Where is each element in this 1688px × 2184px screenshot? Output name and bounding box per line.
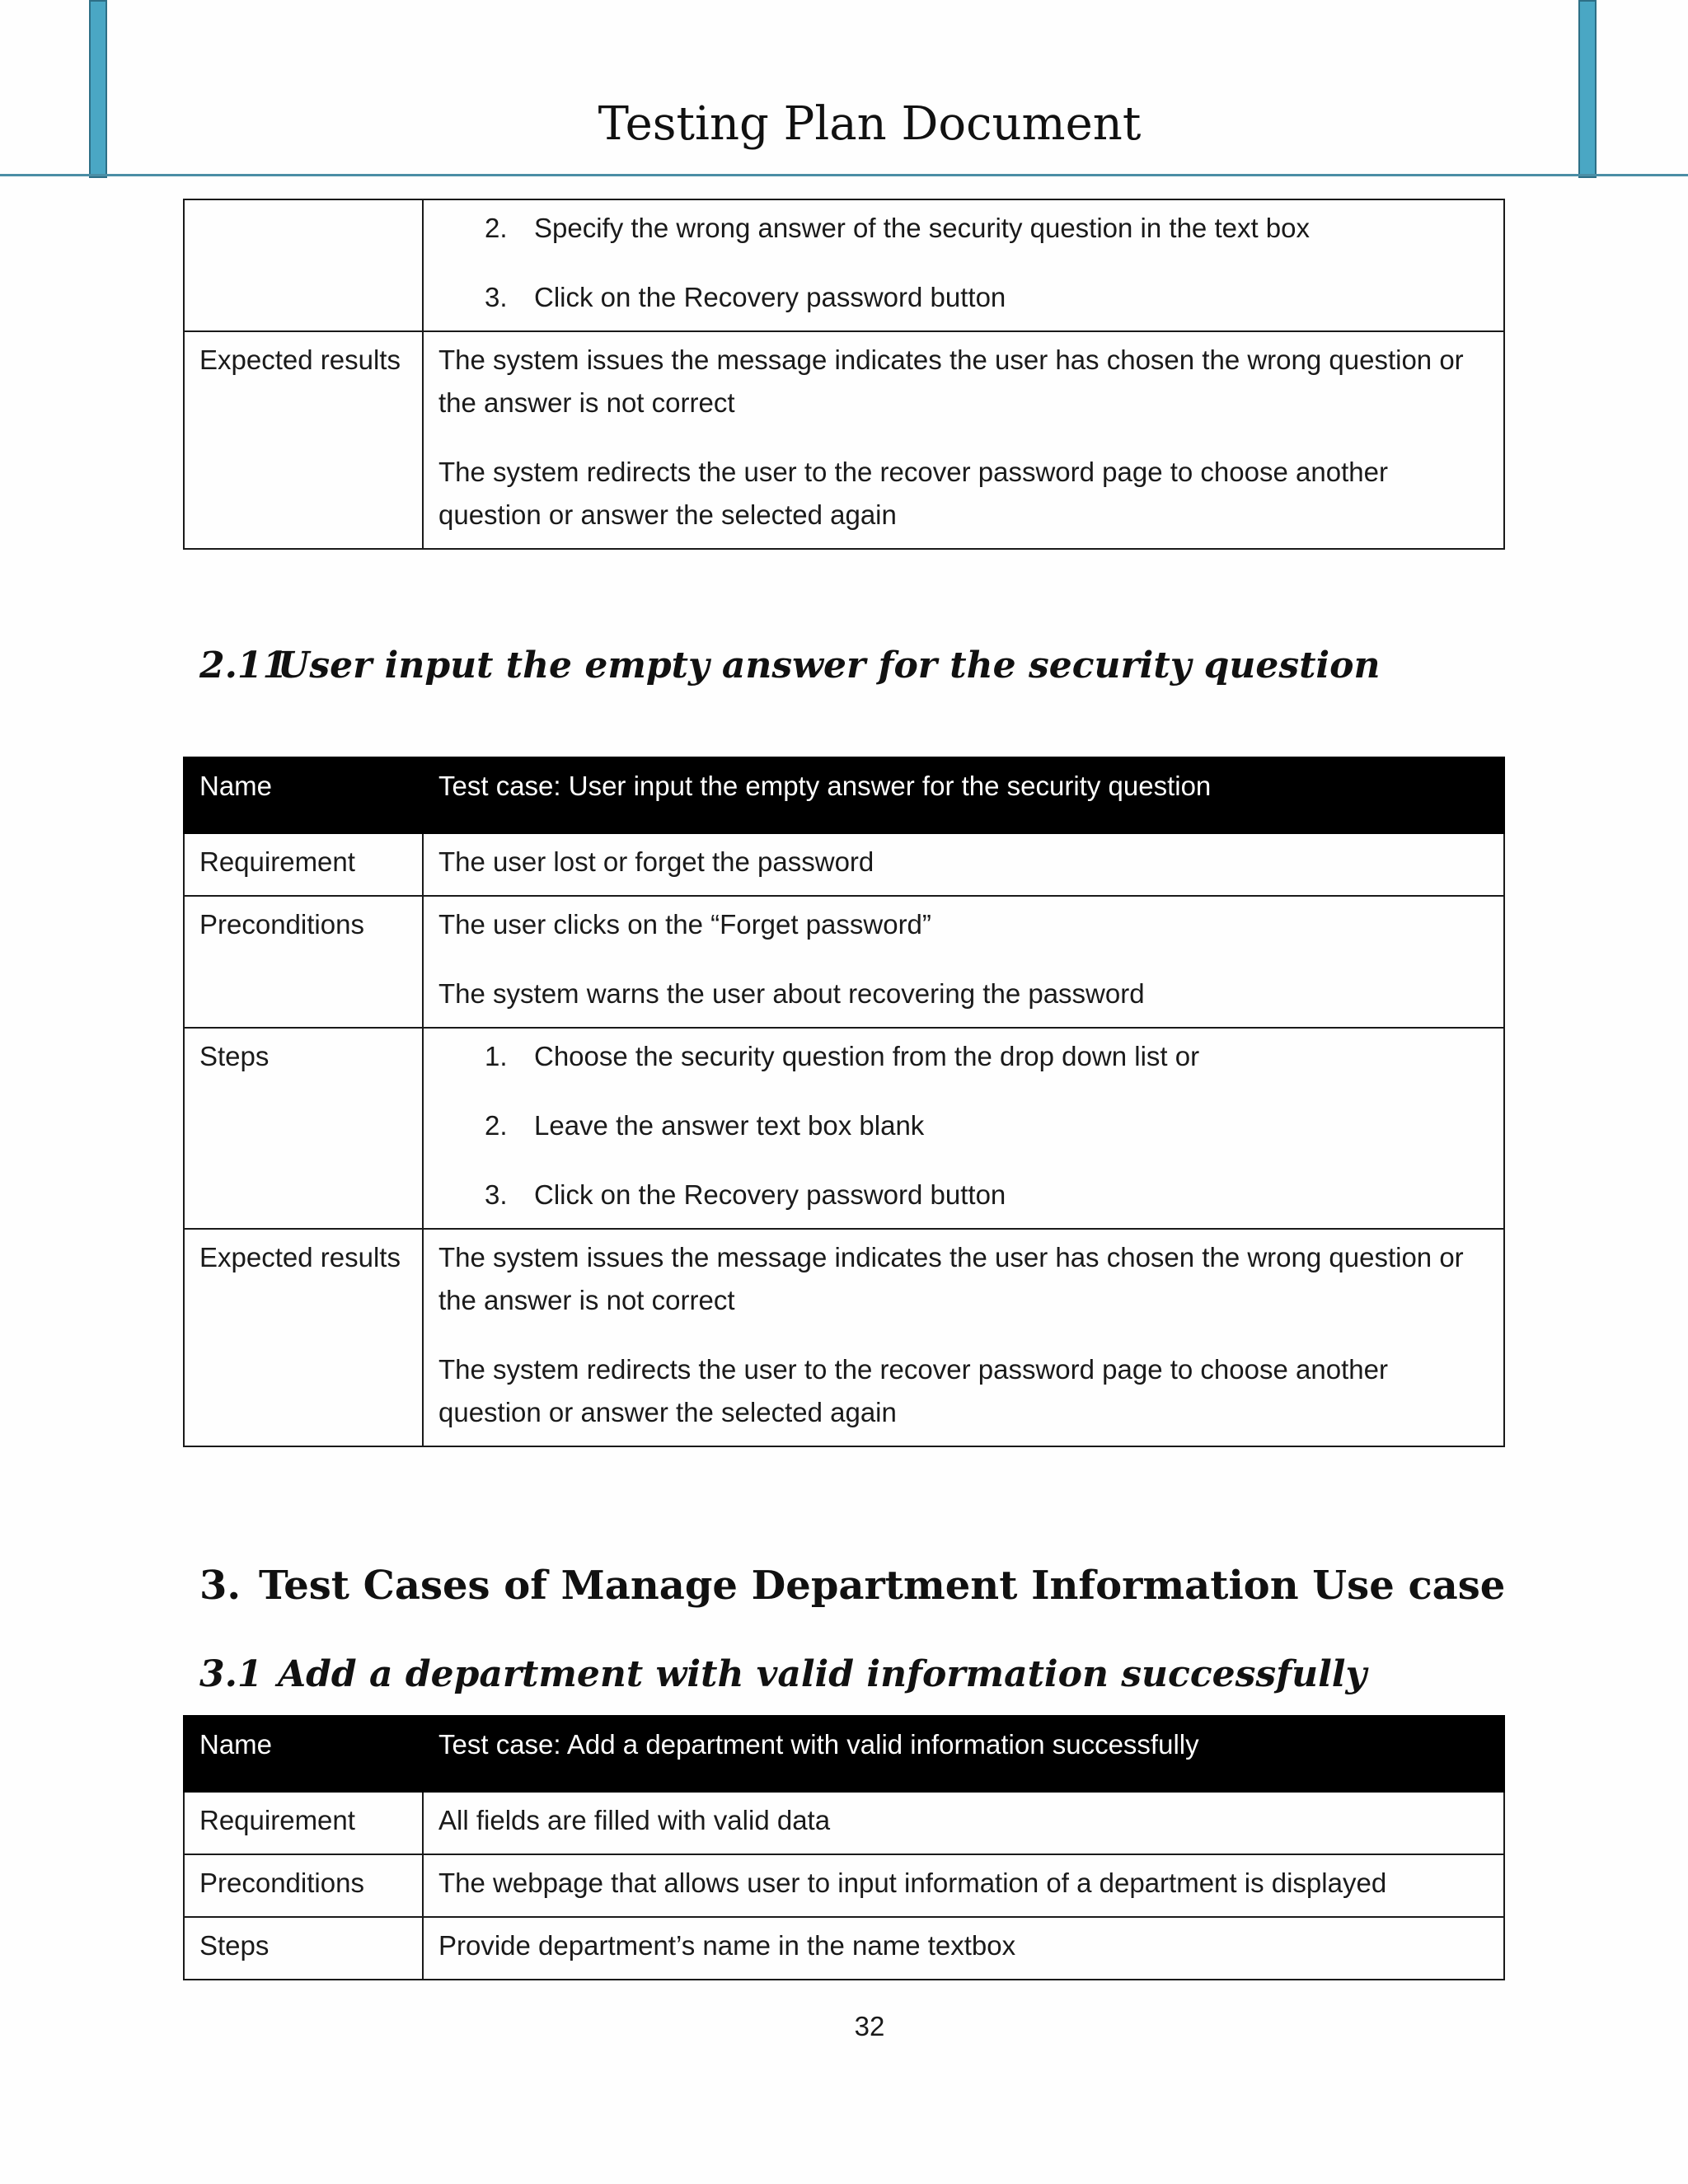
- header-right-bar: [1578, 0, 1597, 178]
- expected-results-cell: The system issues the message indicates the user has chosen the wrong question or the answer is not correct The system redirects the user to the recover password page to choose another question or answer the selected again: [423, 331, 1504, 549]
- preconditions-value: The webpage that allows user to input information of a department is displayed: [423, 1854, 1504, 1917]
- requirement-label: Requirement: [184, 1792, 423, 1854]
- step-item: 2. Specify the wrong answer of the security question in the text box: [485, 213, 1311, 243]
- table-row: [184, 896, 1504, 1028]
- preconditions-label: Preconditions: [184, 896, 423, 1028]
- expected-results-label: Expected results: [184, 1229, 423, 1446]
- name-value: Test case: Add a department with valid information successfully: [423, 1716, 1504, 1792]
- table-row: [184, 1716, 1504, 1792]
- table-row: [184, 1028, 1504, 1229]
- header-left-bar: [89, 0, 107, 178]
- steps-label: Steps: [184, 1917, 423, 1980]
- header-rule: [0, 174, 1688, 176]
- steps-label: Steps: [184, 1028, 423, 1229]
- requirement-value: All fields are filled with valid data: [423, 1792, 1504, 1854]
- requirement-label: Requirement: [184, 833, 423, 896]
- step-item: 2. Leave the answer text box blank: [485, 1110, 925, 1141]
- expected-results-label: Expected results: [184, 331, 423, 549]
- table-row: [184, 1792, 1504, 1854]
- preconditions-label: Preconditions: [184, 1854, 423, 1917]
- name-value: Test case: User input the empty answer for the security question: [423, 757, 1504, 833]
- table-row: [184, 199, 1504, 331]
- section-heading-3: 3. Test Cases of Manage Department Information Use case: [199, 1563, 1506, 1609]
- section-heading-3-1: 3.1 Add a department with valid information successfully: [199, 1653, 1367, 1695]
- table-row: [184, 1917, 1504, 1980]
- steps-cell: [423, 199, 1504, 331]
- preconditions-value: The user clicks on the “Forget password” The system warns the user about recovering the password: [423, 896, 1504, 1028]
- requirement-value: The user lost or forget the password: [423, 833, 1504, 896]
- steps-label-cell: [184, 199, 423, 331]
- name-label: Name: [184, 1716, 423, 1792]
- test-case-table-2-11: [183, 757, 1505, 1447]
- name-label: Name: [184, 757, 423, 833]
- table-row: [184, 331, 1504, 549]
- table-row: [184, 1854, 1504, 1917]
- table-row: [184, 757, 1504, 833]
- step-item: 3. Click on the Recovery password button: [485, 1179, 1006, 1210]
- page-number: 32: [854, 2011, 885, 2041]
- header-title: Testing Plan Document: [598, 97, 1142, 151]
- steps-value: Provide department’s name in the name textbox: [423, 1917, 1504, 1980]
- steps-cell: [423, 1028, 1504, 1229]
- table-row: [184, 1229, 1504, 1446]
- step-item: 3. Click on the Recovery password button: [485, 282, 1006, 312]
- section-heading-2-11: 2.11User input the empty answer for the security question: [199, 644, 1381, 687]
- test-case-table-3-1: [183, 1715, 1505, 1980]
- continued-test-case-table: [183, 199, 1505, 550]
- step-item: 1. Choose the security question from the drop down list or: [485, 1041, 1200, 1071]
- table-row: [184, 833, 1504, 896]
- expected-results-cell: The system issues the message indicates the user has chosen the wrong question or the answer is not correct The system redirects the user to the recover password page to choose another question or answer the selected again: [423, 1229, 1504, 1446]
